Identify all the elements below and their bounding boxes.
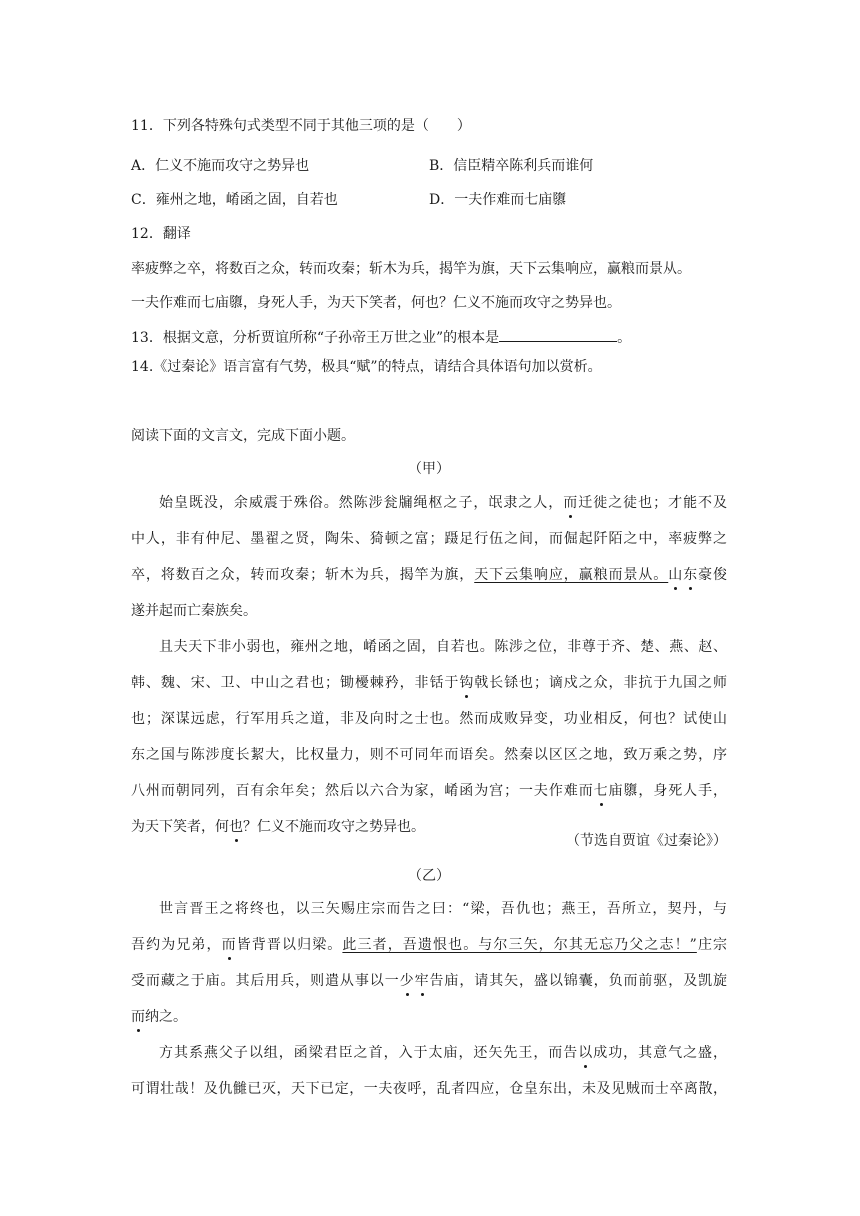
jia-p2-line-2 bbox=[131, 673, 727, 709]
passage-jia-source: （节选自贾谊《过秦论》） bbox=[566, 833, 727, 849]
q13-stem bbox=[131, 327, 631, 348]
jia-p2-l6c: ？仁义不施而攻守之势异也。 bbox=[243, 819, 425, 835]
q11-option-a[interactable]: A．仁义不施而攻守之势异也 bbox=[131, 158, 310, 174]
passage-yi-heading: （乙） bbox=[408, 868, 450, 884]
yi-p1-line-3 bbox=[131, 971, 727, 1007]
yi-p2-l1a: 方其系燕父子以组，函梁君臣之首，入于太庙，还矢先王，而告 bbox=[159, 1045, 579, 1061]
q11-stem: 11．下列各特殊句式类型不同于其他三项的是（ ） bbox=[131, 118, 471, 134]
jia-p1-l1a: 始皇既没，余威震于殊俗。然陈涉瓮牖绳枢之子，氓隶之人， bbox=[159, 495, 564, 511]
yi-p2-line-2: 可谓壮哉！及仇雠已灭，天下已定，一夫夜呼，乱者四应，仓皇东出，未及见贼而士卒离散， bbox=[131, 1081, 727, 1097]
q11-option-d[interactable]: D．一夫作难而七庙隳 bbox=[429, 192, 567, 208]
jia-p1-line-2: 中人，非有仲尼、墨翟之贤，陶朱、猗顿之富；蹑足行伍之间，而倔起阡陌之中，率疲弊之 bbox=[131, 531, 727, 547]
q12-stem: 12．翻译 bbox=[131, 226, 191, 242]
yi-dotted-er: 而 bbox=[221, 937, 237, 953]
yi-p1-line-1: 世言晋王之将终也，以三矢赐庄宗而告之曰：“梁，吾仇也；燕王，吾所立，契丹，与 bbox=[159, 901, 727, 917]
jia-dotted-ye: 也 bbox=[229, 819, 243, 835]
q14-stem: 14.《过秦论》语言富有气势，极具“赋”的特点，请结合具体语句加以赏析。 bbox=[131, 359, 602, 375]
jia-p2-l5a: 八州而朝同列，百有余年矣；然后以六合为家，崤函为宫；一夫作难而 bbox=[131, 783, 594, 799]
yi-dotted-shao: 少 bbox=[399, 973, 415, 989]
q13-stem-text: 13．根据文意，分析贾谊所称“子孙帝王万世之业”的根本是 bbox=[131, 330, 500, 346]
jia-p2-l2a: 韩、魏、宋、卫、中山之君也；锄櫌棘矜，非铦于 bbox=[131, 675, 460, 691]
yi-p2-line-1 bbox=[131, 1043, 727, 1079]
jia-p1-l1c: 迁徙之徒也；才能不及 bbox=[578, 495, 728, 511]
q12-text-line-1: 率疲弊之卒，将数百之众，转而攻秦；斩木为兵，揭竿为旗，天下云集响应，赢粮而景从。 bbox=[131, 261, 691, 277]
yi-dotted-yi: 以 bbox=[578, 1045, 594, 1061]
yi-p1-l2d: 庄宗 bbox=[696, 937, 728, 953]
q13-stem-end: 。 bbox=[617, 330, 632, 346]
passage-jia bbox=[131, 493, 727, 853]
q12-text-line-2: 一夫作难而七庙隳，身死人手，为天下笑者，何也？仁义不施而攻守之势异也。 bbox=[131, 295, 621, 311]
jia-dotted-gou: 钩 bbox=[459, 675, 475, 691]
jia-p2-l2c: 戟长铩也；谪戍之众，非抗于九国之师 bbox=[474, 675, 728, 691]
yi-p1-l2c: 皆背晋以归梁。 bbox=[236, 937, 343, 953]
jia-p1-line-3 bbox=[131, 565, 727, 601]
q11-option-c[interactable]: C．雍州之地，崤函之固，自若也 bbox=[131, 192, 338, 208]
yi-p1-line-4 bbox=[131, 1007, 727, 1043]
jia-dotted-shan: 山 bbox=[668, 567, 684, 583]
passage-jia-heading: （甲） bbox=[408, 461, 450, 477]
jia-p1-l3a: 卒，将数百之众，转而攻秦；斩木为兵，揭竿为旗， bbox=[131, 567, 475, 583]
jia-p1-l3d: 豪俊 bbox=[698, 567, 728, 583]
yi-underlined-sentence: 此三者，吾遗恨也。与尔三矢，尔其无忘乃父之志！” bbox=[342, 937, 697, 953]
jia-p2-line-3: 也；深谋远虑，行军用兵之道，非及向时之士也。然而成败异变，功业相反，何也？试使山 bbox=[131, 711, 727, 727]
jia-underlined-sentence: 天下云集响应，赢粮而景从。 bbox=[474, 567, 669, 583]
yi-p2-l1c: 成功，其意气之盛， bbox=[593, 1045, 728, 1061]
yi-p1-l3a: 受而藏之于庙。其后用兵，则遣从事以一 bbox=[131, 973, 400, 989]
yi-p1-l3d: 告庙，请其矢，盛以锦囊，负而前驱，及凯旋 bbox=[429, 973, 728, 989]
jia-p2-line-5 bbox=[131, 781, 727, 817]
yi-p1-l2a: 吾约为兄弟， bbox=[131, 937, 222, 953]
jia-p2-line-1: 且夫天下非小弱也，雍州之地，崤函之固，自若也。陈涉之位，非尊于齐、楚、燕、赵、 bbox=[159, 639, 727, 655]
yi-dotted-er-2: 而 bbox=[131, 1009, 145, 1025]
jia-p1-line-1 bbox=[131, 493, 727, 529]
yi-p1-l4b: 纳之。 bbox=[145, 1009, 187, 1025]
q11-option-b[interactable]: B．信臣精卒陈利兵而谁何 bbox=[429, 158, 594, 174]
jia-dotted-dong: 东 bbox=[683, 567, 699, 583]
passage-yi bbox=[131, 899, 727, 1115]
jia-p2-l6a: 为天下笑者，何 bbox=[131, 819, 229, 835]
jia-p2-l5c: 庙隳，身死人手， bbox=[608, 783, 728, 799]
jia-dotted-qi: 七 bbox=[593, 783, 609, 799]
yi-dotted-lao: 牢 bbox=[414, 973, 430, 989]
reading-intro: 阅读下面的文言文，完成下面小题。 bbox=[131, 428, 355, 444]
jia-p1-line-4: 遂并起而亡秦族矣。 bbox=[131, 603, 257, 619]
q13-answer-blank[interactable] bbox=[499, 327, 617, 342]
yi-p1-line-2 bbox=[131, 935, 727, 971]
jia-p2-line-4: 东之国与陈涉度长絜大，比权量力，则不可同年而语矣。然秦以区区之地，致万乘之势，序 bbox=[131, 747, 727, 763]
jia-dotted-er: 而 bbox=[563, 495, 579, 511]
